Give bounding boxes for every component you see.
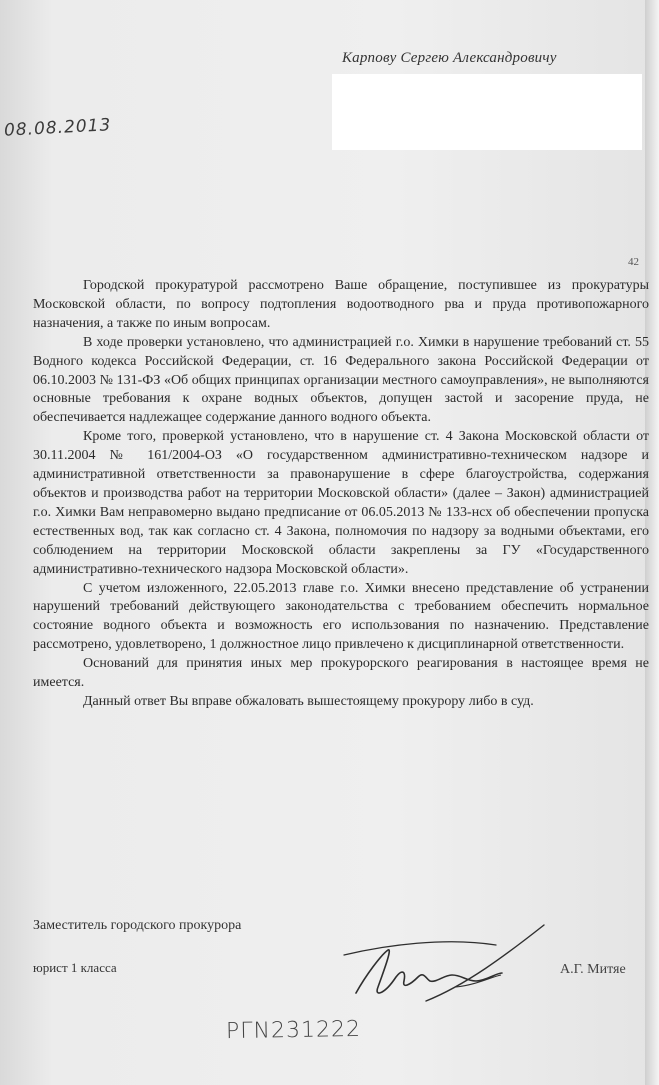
letter-body — [33, 277, 649, 712]
paragraph-inspection: В ходе проверки установлено, что администрацией г.о. Химки в нарушение требований ст. 55 Водного кодекса Российской Федерации, ст. 16 Федерального закона Российской Федерации от 06.10.2003 № 131-ФЗ «Об общих принципах организации местного самоуправления», не выполняются основные требования к охране водных объектов, допущен застой и засорение пруда, не обеспечивается надлежащее содержание данного водного объекта. — [33, 334, 649, 426]
corner-mark: 42 — [628, 256, 639, 268]
paragraph-intro: Городской прокуратурой рассмотрено Ваше обращение, поступившее из прокуратуры Московской области, по вопросу подтопления водоотводного рва и пруда противопожарного назначения, а также по иным вопросам. — [33, 278, 649, 331]
handwritten-registration-number: РГN231222 — [225, 1016, 362, 1045]
redaction-box — [332, 74, 642, 150]
handwritten-signature — [326, 915, 556, 1015]
addressee: Карпову Сергею Александровичу — [342, 50, 557, 66]
handwritten-date: 08.08.2013 — [3, 115, 112, 141]
signatory-name: А.Г. Митяе — [560, 962, 626, 977]
paragraph-additional: Кроме того, проверкой установлено, что в нарушение ст. 4 Закона Московской области от 30.11.2004 № 161/2004-ОЗ «О государственном административно-техническом надзоре и административной ответственности за правонарушение в сфере благоустройства, содержания объектов и производства работ на территории Московской области» (далее – Закон) администрацией г.о. Химки Вам неправомерно выдано предписание от 06.05.2013 № 133-нсх об обеспечении пропуска естественных вод, так как согласно ст. 4 Закона, полномочия по надзору за водными объектами, его соблюдением на территории Московской области закреплены за ГУ «Государственного административно-технического надзора Московской области». — [33, 429, 649, 577]
paragraph-measures: С учетом изложенного, 22.05.2013 главе г.о. Химки внесено представление об устранении нарушений требований действующего законодательства с требованием обеспечить нормальное состояние водного объекта и возможность его использования по назначению. Представление рассмотрено, удовлетворено, 1 должностное лицо привлечено к дисциплинарной ответственности. — [33, 580, 649, 653]
signatory-title: Заместитель городского прокурора — [33, 918, 242, 933]
signatory-rank: юрист 1 класса — [33, 960, 117, 975]
paragraph-no-grounds: Оснований для принятия иных мер прокурорского реагирования в настоящее время не имеется. — [33, 656, 649, 691]
paragraph-appeal: Данный ответ Вы вправе обжаловать вышестоящему прокурору либо в суд. — [83, 693, 534, 709]
